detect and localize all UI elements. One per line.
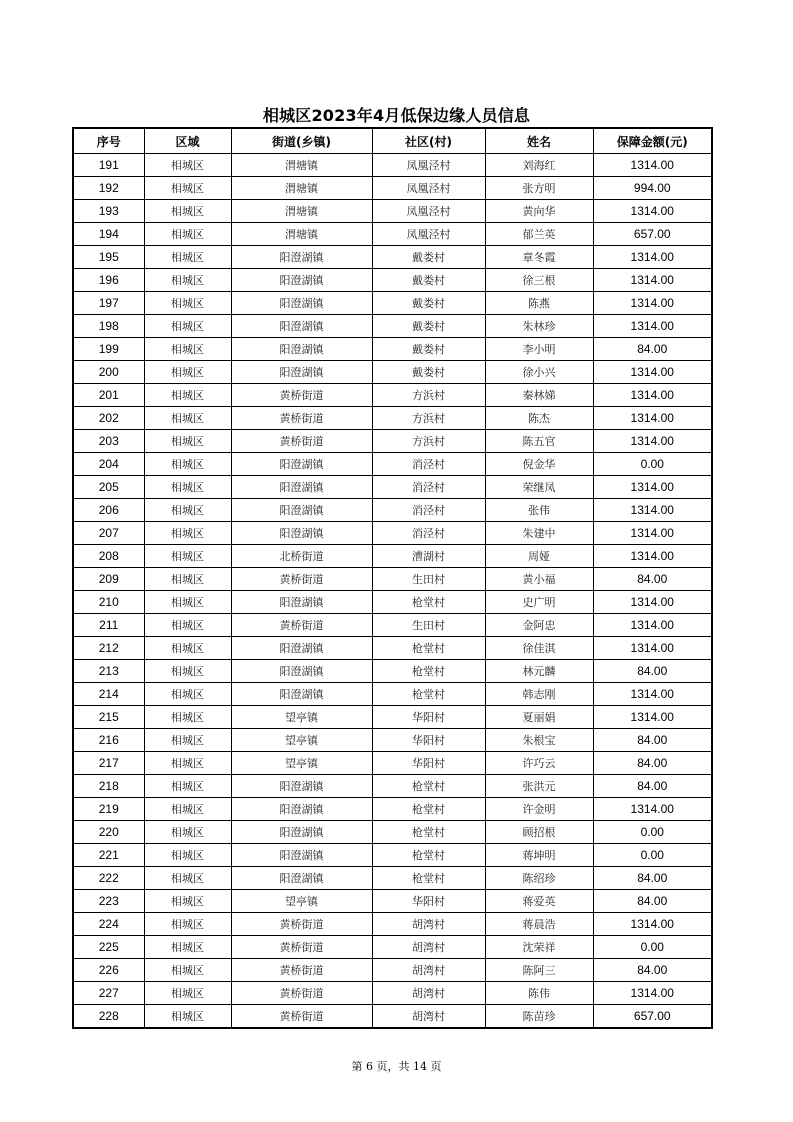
- cell-amount: 1314.00: [593, 154, 712, 177]
- table-row: [73, 637, 712, 660]
- table-row: [73, 729, 712, 752]
- cell-index: 209: [73, 568, 144, 591]
- cell-street: 阳澄湖镇: [231, 775, 372, 798]
- cell-amount: 1314.00: [593, 637, 712, 660]
- cell-community: 枪堂村: [372, 844, 485, 867]
- cell-district: 相城区: [144, 315, 231, 338]
- cell-street: 黄桥街道: [231, 936, 372, 959]
- cell-street: 黄桥街道: [231, 384, 372, 407]
- cell-amount: 1314.00: [593, 269, 712, 292]
- cell-amount: 84.00: [593, 660, 712, 683]
- cell-district: 相城区: [144, 591, 231, 614]
- cell-street: 黄桥街道: [231, 959, 372, 982]
- data-table: [72, 127, 713, 1029]
- cell-index: 218: [73, 775, 144, 798]
- table-row: [73, 867, 712, 890]
- cell-index: 220: [73, 821, 144, 844]
- cell-community: 华阳村: [372, 729, 485, 752]
- cell-district: 相城区: [144, 867, 231, 890]
- cell-community: 胡湾村: [372, 1005, 485, 1029]
- cell-street: 北桥街道: [231, 545, 372, 568]
- cell-index: 217: [73, 752, 144, 775]
- cell-index: 193: [73, 200, 144, 223]
- cell-name: 黄小福: [485, 568, 593, 591]
- cell-street: 阳澄湖镇: [231, 476, 372, 499]
- cell-district: 相城区: [144, 453, 231, 476]
- cell-name: 林元麟: [485, 660, 593, 683]
- table-row: [73, 913, 712, 936]
- cell-district: 相城区: [144, 982, 231, 1005]
- cell-amount: 0.00: [593, 936, 712, 959]
- table-row: [73, 568, 712, 591]
- cell-index: 228: [73, 1005, 144, 1029]
- cell-index: 206: [73, 499, 144, 522]
- cell-index: 196: [73, 269, 144, 292]
- table-row: [73, 683, 712, 706]
- cell-street: 阳澄湖镇: [231, 591, 372, 614]
- cell-community: 胡湾村: [372, 936, 485, 959]
- cell-community: 戴娄村: [372, 338, 485, 361]
- cell-community: 胡湾村: [372, 959, 485, 982]
- cell-community: 胡湾村: [372, 982, 485, 1005]
- cell-index: 208: [73, 545, 144, 568]
- table-row: [73, 338, 712, 361]
- cell-name: 章冬霞: [485, 246, 593, 269]
- cell-amount: 0.00: [593, 821, 712, 844]
- cell-district: 相城区: [144, 499, 231, 522]
- cell-amount: 657.00: [593, 223, 712, 246]
- cell-name: 朱林珍: [485, 315, 593, 338]
- cell-street: 黄桥街道: [231, 407, 372, 430]
- cell-amount: 657.00: [593, 1005, 712, 1029]
- table-row: [73, 384, 712, 407]
- cell-name: 荣继凤: [485, 476, 593, 499]
- cell-index: 195: [73, 246, 144, 269]
- cell-name: 韩志刚: [485, 683, 593, 706]
- cell-amount: 1314.00: [593, 476, 712, 499]
- table-row: [73, 982, 712, 1005]
- cell-street: 黄桥街道: [231, 1005, 372, 1029]
- cell-amount: 84.00: [593, 775, 712, 798]
- cell-district: 相城区: [144, 522, 231, 545]
- table-row: [73, 269, 712, 292]
- table-row: [73, 476, 712, 499]
- cell-community: 方浜村: [372, 384, 485, 407]
- cell-index: 191: [73, 154, 144, 177]
- cell-index: 219: [73, 798, 144, 821]
- cell-index: 199: [73, 338, 144, 361]
- cell-street: 阳澄湖镇: [231, 637, 372, 660]
- cell-name: 顾招根: [485, 821, 593, 844]
- table-row: [73, 430, 712, 453]
- cell-amount: 84.00: [593, 890, 712, 913]
- cell-name: 陈燕: [485, 292, 593, 315]
- cell-index: 204: [73, 453, 144, 476]
- cell-street: 黄桥街道: [231, 614, 372, 637]
- cell-street: 阳澄湖镇: [231, 683, 372, 706]
- cell-amount: 1314.00: [593, 292, 712, 315]
- cell-street: 渭塘镇: [231, 154, 372, 177]
- cell-amount: 1314.00: [593, 798, 712, 821]
- cell-amount: 84.00: [593, 338, 712, 361]
- cell-district: 相城区: [144, 292, 231, 315]
- cell-index: 216: [73, 729, 144, 752]
- cell-district: 相城区: [144, 844, 231, 867]
- cell-street: 阳澄湖镇: [231, 821, 372, 844]
- cell-district: 相城区: [144, 821, 231, 844]
- cell-community: 凤凰泾村: [372, 223, 485, 246]
- cell-community: 生田村: [372, 614, 485, 637]
- cell-community: 方浜村: [372, 430, 485, 453]
- cell-district: 相城区: [144, 798, 231, 821]
- cell-district: 相城区: [144, 890, 231, 913]
- cell-name: 许巧云: [485, 752, 593, 775]
- cell-community: 消泾村: [372, 522, 485, 545]
- cell-index: 192: [73, 177, 144, 200]
- cell-community: 枪堂村: [372, 821, 485, 844]
- cell-amount: 84.00: [593, 959, 712, 982]
- cell-district: 相城区: [144, 752, 231, 775]
- cell-name: 朱根宝: [485, 729, 593, 752]
- cell-street: 望亭镇: [231, 706, 372, 729]
- cell-amount: 1314.00: [593, 614, 712, 637]
- cell-district: 相城区: [144, 637, 231, 660]
- cell-amount: 1314.00: [593, 200, 712, 223]
- cell-name: 陈绍珍: [485, 867, 593, 890]
- cell-index: 224: [73, 913, 144, 936]
- cell-name: 郁兰英: [485, 223, 593, 246]
- cell-name: 许金明: [485, 798, 593, 821]
- cell-index: 197: [73, 292, 144, 315]
- column-header-street: 街道(乡镇): [231, 128, 372, 154]
- table-row: [73, 591, 712, 614]
- page-footer: 第 6 页，共 14 页: [351, 1060, 442, 1073]
- cell-street: 阳澄湖镇: [231, 867, 372, 890]
- cell-street: 黄桥街道: [231, 568, 372, 591]
- cell-index: 202: [73, 407, 144, 430]
- cell-street: 渭塘镇: [231, 223, 372, 246]
- table-row: [73, 614, 712, 637]
- cell-amount: 84.00: [593, 867, 712, 890]
- cell-community: 戴娄村: [372, 246, 485, 269]
- cell-name: 徐三根: [485, 269, 593, 292]
- cell-amount: 1314.00: [593, 246, 712, 269]
- cell-amount: 84.00: [593, 752, 712, 775]
- cell-district: 相城区: [144, 384, 231, 407]
- cell-street: 黄桥街道: [231, 430, 372, 453]
- cell-community: 枪堂村: [372, 637, 485, 660]
- cell-name: 陈苗珍: [485, 1005, 593, 1029]
- cell-index: 201: [73, 384, 144, 407]
- cell-name: 张伟: [485, 499, 593, 522]
- cell-street: 黄桥街道: [231, 982, 372, 1005]
- table-row: [73, 775, 712, 798]
- cell-district: 相城区: [144, 683, 231, 706]
- cell-community: 凤凰泾村: [372, 154, 485, 177]
- cell-amount: 1314.00: [593, 982, 712, 1005]
- table-row: [73, 1005, 712, 1029]
- cell-district: 相城区: [144, 706, 231, 729]
- cell-name: 黄向华: [485, 200, 593, 223]
- cell-community: 戴娄村: [372, 315, 485, 338]
- cell-community: 戴娄村: [372, 269, 485, 292]
- cell-community: 消泾村: [372, 453, 485, 476]
- cell-street: 望亭镇: [231, 729, 372, 752]
- cell-name: 张方明: [485, 177, 593, 200]
- table-row: [73, 959, 712, 982]
- cell-district: 相城区: [144, 568, 231, 591]
- cell-street: 阳澄湖镇: [231, 798, 372, 821]
- cell-index: 211: [73, 614, 144, 637]
- column-header-amount: 保障金额(元): [593, 128, 712, 154]
- column-header-name: 姓名: [485, 128, 593, 154]
- cell-community: 枪堂村: [372, 775, 485, 798]
- cell-street: 阳澄湖镇: [231, 844, 372, 867]
- table-row: [73, 407, 712, 430]
- cell-index: 221: [73, 844, 144, 867]
- table-row: [73, 223, 712, 246]
- cell-name: 夏丽娟: [485, 706, 593, 729]
- table-row: [73, 844, 712, 867]
- cell-district: 相城区: [144, 936, 231, 959]
- cell-index: 207: [73, 522, 144, 545]
- cell-district: 相城区: [144, 154, 231, 177]
- cell-district: 相城区: [144, 729, 231, 752]
- cell-index: 214: [73, 683, 144, 706]
- cell-community: 凤凰泾村: [372, 177, 485, 200]
- cell-district: 相城区: [144, 223, 231, 246]
- cell-name: 陈伟: [485, 982, 593, 1005]
- cell-district: 相城区: [144, 545, 231, 568]
- cell-index: 194: [73, 223, 144, 246]
- cell-district: 相城区: [144, 913, 231, 936]
- cell-district: 相城区: [144, 1005, 231, 1029]
- cell-amount: 84.00: [593, 568, 712, 591]
- cell-name: 金阿忠: [485, 614, 593, 637]
- cell-community: 枪堂村: [372, 591, 485, 614]
- cell-index: 223: [73, 890, 144, 913]
- table-row: [73, 752, 712, 775]
- cell-community: 戴娄村: [372, 292, 485, 315]
- cell-name: 陈杰: [485, 407, 593, 430]
- table-row: [73, 706, 712, 729]
- cell-amount: 1314.00: [593, 430, 712, 453]
- cell-index: 213: [73, 660, 144, 683]
- column-header-index: 序号: [73, 128, 144, 154]
- cell-street: 阳澄湖镇: [231, 660, 372, 683]
- cell-name: 蒋爱英: [485, 890, 593, 913]
- cell-district: 相城区: [144, 361, 231, 384]
- cell-index: 227: [73, 982, 144, 1005]
- cell-name: 徐小兴: [485, 361, 593, 384]
- cell-community: 戴娄村: [372, 361, 485, 384]
- cell-community: 枪堂村: [372, 683, 485, 706]
- cell-street: 望亭镇: [231, 752, 372, 775]
- cell-name: 刘海红: [485, 154, 593, 177]
- cell-district: 相城区: [144, 177, 231, 200]
- cell-amount: 1314.00: [593, 499, 712, 522]
- cell-street: 望亭镇: [231, 890, 372, 913]
- cell-district: 相城区: [144, 959, 231, 982]
- table-body: [73, 154, 712, 1029]
- cell-district: 相城区: [144, 246, 231, 269]
- cell-street: 阳澄湖镇: [231, 453, 372, 476]
- cell-street: 阳澄湖镇: [231, 361, 372, 384]
- cell-name: 陈阿三: [485, 959, 593, 982]
- table-row: [73, 177, 712, 200]
- cell-index: 222: [73, 867, 144, 890]
- cell-index: 210: [73, 591, 144, 614]
- cell-street: 黄桥街道: [231, 913, 372, 936]
- cell-community: 消泾村: [372, 476, 485, 499]
- cell-street: 阳澄湖镇: [231, 246, 372, 269]
- cell-name: 蒋坤明: [485, 844, 593, 867]
- cell-street: 阳澄湖镇: [231, 338, 372, 361]
- cell-name: 朱建中: [485, 522, 593, 545]
- cell-amount: 84.00: [593, 729, 712, 752]
- cell-index: 225: [73, 936, 144, 959]
- table-row: [73, 154, 712, 177]
- cell-street: 阳澄湖镇: [231, 315, 372, 338]
- cell-district: 相城区: [144, 269, 231, 292]
- table-row: [73, 660, 712, 683]
- cell-name: 张洪元: [485, 775, 593, 798]
- column-header-community: 社区(村): [372, 128, 485, 154]
- cell-amount: 1314.00: [593, 913, 712, 936]
- column-header-district: 区域: [144, 128, 231, 154]
- cell-community: 华阳村: [372, 706, 485, 729]
- cell-street: 阳澄湖镇: [231, 269, 372, 292]
- cell-district: 相城区: [144, 407, 231, 430]
- cell-index: 200: [73, 361, 144, 384]
- cell-street: 渭塘镇: [231, 177, 372, 200]
- cell-district: 相城区: [144, 614, 231, 637]
- cell-index: 205: [73, 476, 144, 499]
- cell-name: 史广明: [485, 591, 593, 614]
- cell-name: 徐佳淇: [485, 637, 593, 660]
- table-row: [73, 246, 712, 269]
- cell-community: 枪堂村: [372, 798, 485, 821]
- table-row: [73, 292, 712, 315]
- cell-amount: 1314.00: [593, 384, 712, 407]
- cell-amount: 1314.00: [593, 706, 712, 729]
- cell-name: 陈五官: [485, 430, 593, 453]
- cell-amount: 1314.00: [593, 407, 712, 430]
- table-header-row: [73, 128, 712, 154]
- cell-street: 阳澄湖镇: [231, 499, 372, 522]
- table-row: [73, 315, 712, 338]
- cell-name: 秦林娣: [485, 384, 593, 407]
- cell-community: 胡湾村: [372, 913, 485, 936]
- cell-name: 蒋晨浩: [485, 913, 593, 936]
- cell-name: 倪金华: [485, 453, 593, 476]
- cell-community: 方浜村: [372, 407, 485, 430]
- table-row: [73, 798, 712, 821]
- cell-index: 215: [73, 706, 144, 729]
- cell-district: 相城区: [144, 476, 231, 499]
- cell-amount: 0.00: [593, 844, 712, 867]
- table-row: [73, 821, 712, 844]
- table-row: [73, 499, 712, 522]
- cell-community: 生田村: [372, 568, 485, 591]
- cell-amount: 1314.00: [593, 683, 712, 706]
- table-row: [73, 200, 712, 223]
- cell-district: 相城区: [144, 660, 231, 683]
- cell-street: 渭塘镇: [231, 200, 372, 223]
- table-row: [73, 522, 712, 545]
- cell-amount: 994.00: [593, 177, 712, 200]
- table-row: [73, 361, 712, 384]
- cell-name: 周娅: [485, 545, 593, 568]
- cell-index: 226: [73, 959, 144, 982]
- cell-community: 凤凰泾村: [372, 200, 485, 223]
- cell-name: 沈荣祥: [485, 936, 593, 959]
- cell-district: 相城区: [144, 775, 231, 798]
- cell-community: 华阳村: [372, 890, 485, 913]
- cell-amount: 1314.00: [593, 361, 712, 384]
- cell-community: 华阳村: [372, 752, 485, 775]
- cell-index: 212: [73, 637, 144, 660]
- cell-amount: 1314.00: [593, 315, 712, 338]
- cell-amount: 1314.00: [593, 591, 712, 614]
- table-row: [73, 936, 712, 959]
- cell-name: 李小明: [485, 338, 593, 361]
- cell-index: 198: [73, 315, 144, 338]
- cell-street: 阳澄湖镇: [231, 522, 372, 545]
- cell-district: 相城区: [144, 338, 231, 361]
- cell-district: 相城区: [144, 200, 231, 223]
- document-title: 相城区2023年4月低保边缘人员信息: [262, 106, 531, 125]
- cell-amount: 1314.00: [593, 522, 712, 545]
- table-row: [73, 545, 712, 568]
- table-row: [73, 453, 712, 476]
- cell-index: 203: [73, 430, 144, 453]
- cell-community: 漕湖村: [372, 545, 485, 568]
- cell-community: 消泾村: [372, 499, 485, 522]
- cell-amount: 0.00: [593, 453, 712, 476]
- table-row: [73, 890, 712, 913]
- cell-amount: 1314.00: [593, 545, 712, 568]
- cell-community: 枪堂村: [372, 867, 485, 890]
- cell-district: 相城区: [144, 430, 231, 453]
- cell-community: 枪堂村: [372, 660, 485, 683]
- cell-street: 阳澄湖镇: [231, 292, 372, 315]
